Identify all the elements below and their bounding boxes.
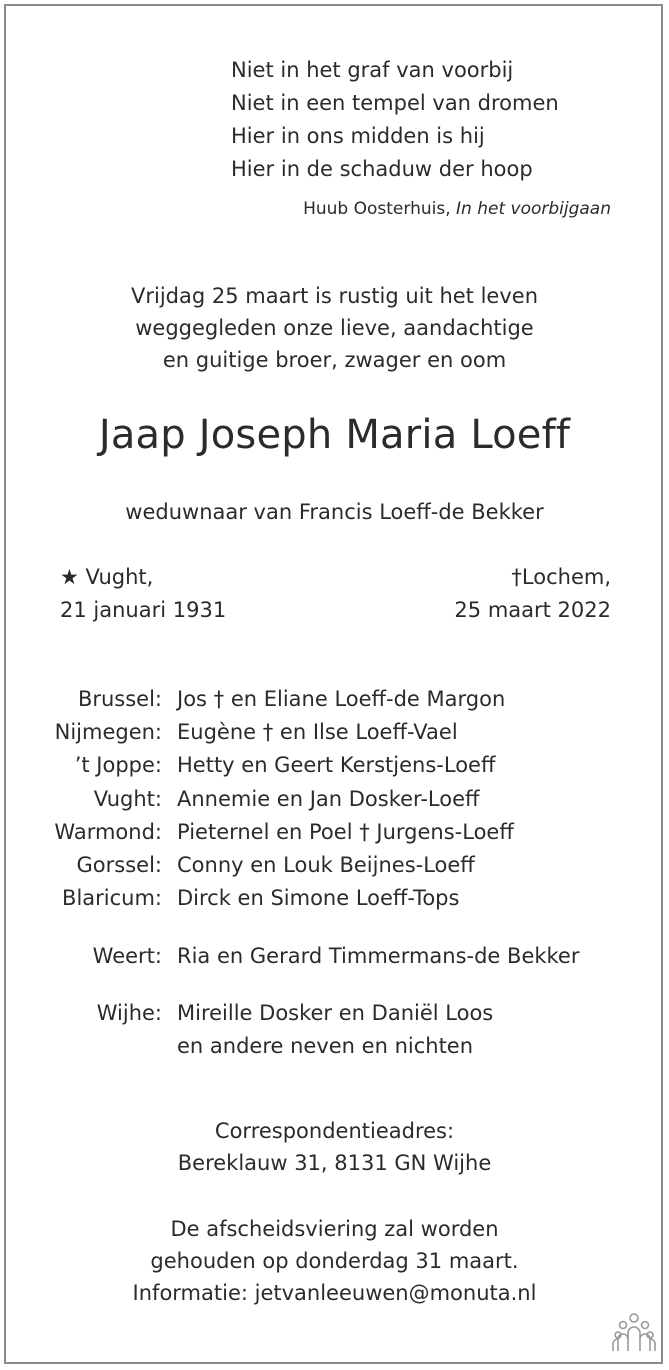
poem-author: Huub Oosterhuis, bbox=[303, 199, 451, 219]
family-place: Warmond: bbox=[54, 819, 162, 844]
death-place-label: Lochem, bbox=[521, 565, 611, 589]
death-date: 25 maart 2022 bbox=[454, 598, 611, 622]
family-row bbox=[40, 1030, 640, 1063]
death-place bbox=[511, 565, 611, 589]
family-list bbox=[40, 682, 640, 1063]
family-row bbox=[40, 749, 640, 782]
family-row bbox=[40, 682, 640, 715]
ceremony-line: gehouden op donderdag 31 maart. bbox=[150, 1249, 519, 1273]
intro-line: en guitige broer, zwager en oom bbox=[162, 348, 507, 372]
spacer bbox=[40, 972, 640, 996]
birth-place bbox=[60, 565, 153, 589]
family-place: Vught: bbox=[93, 786, 162, 811]
family-row bbox=[40, 848, 640, 881]
family-names: Eugène † en Ilse Loeff-Vael bbox=[177, 719, 458, 744]
family-row bbox=[40, 782, 640, 815]
family-row bbox=[40, 815, 640, 848]
family-names: Hetty en Geert Kerstjens-Loeff bbox=[177, 753, 496, 778]
family-place: Gorssel: bbox=[76, 853, 162, 878]
family-names: Ria en Gerard Timmermans-de Bekker bbox=[177, 943, 580, 968]
correspondence-line: Bereklauw 31, 8131 GN Wijhe bbox=[177, 1151, 492, 1175]
family-row bbox=[40, 939, 640, 972]
family-row bbox=[40, 715, 640, 748]
family-names: Dirck en Simone Loeff-Tops bbox=[177, 886, 460, 911]
family-names: Pieternel en Poel † Jurgens-Loeff bbox=[177, 819, 514, 844]
family-names: en andere neven en nichten bbox=[177, 1034, 474, 1059]
spacer bbox=[40, 915, 640, 939]
ceremony-contact: Informatie: jetvanleeuwen@monuta.nl bbox=[132, 1281, 537, 1305]
family-place: Blaricum: bbox=[62, 886, 162, 911]
cross-icon: † bbox=[511, 565, 522, 589]
family-names: Jos † en Eliane Loeff-de Margon bbox=[177, 686, 506, 711]
poem bbox=[231, 54, 559, 186]
intro-line: weggegleden onze lieve, aandachtige bbox=[135, 316, 534, 340]
ceremony-info bbox=[0, 1213, 669, 1309]
star-icon: ★ bbox=[60, 565, 79, 589]
poem-credit bbox=[303, 199, 611, 219]
family-row bbox=[40, 996, 640, 1029]
family-names: Annemie en Jan Dosker-Loeff bbox=[177, 786, 480, 811]
family-place: Weert: bbox=[92, 943, 162, 968]
poem-line: Niet in een tempel van dromen bbox=[231, 91, 559, 115]
people-group-icon bbox=[612, 1311, 656, 1355]
poem-line: Hier in de schaduw der hoop bbox=[231, 157, 533, 181]
family-names: Conny en Louk Beijnes-Loeff bbox=[177, 853, 475, 878]
ceremony-line: De afscheidsviering zal worden bbox=[170, 1217, 499, 1241]
announcement-intro bbox=[0, 280, 669, 376]
family-place: Nijmegen: bbox=[54, 719, 162, 744]
intro-line: Vrijdag 25 maart is rustig uit het leven bbox=[130, 284, 539, 308]
family-place: Brussel: bbox=[77, 686, 162, 711]
family-place: ’t Joppe: bbox=[74, 753, 162, 778]
poem-line: Hier in ons midden is hij bbox=[231, 124, 485, 148]
family-names: Mireille Dosker en Daniël Loos bbox=[177, 1001, 494, 1026]
widower-line: weduwnaar van Francis Loeff-de Bekker bbox=[125, 500, 544, 524]
poem-work: In het voorbijgaan bbox=[456, 199, 611, 219]
family-place: Wijhe: bbox=[96, 1001, 162, 1026]
deceased-name: Jaap Joseph Maria Loeff bbox=[98, 412, 571, 458]
correspondence-heading: Correspondentieadres: bbox=[214, 1119, 455, 1143]
birth-date: 21 januari 1931 bbox=[60, 598, 227, 622]
poem-line: Niet in het graf van voorbij bbox=[231, 58, 514, 82]
birth-place-label: Vught, bbox=[85, 565, 154, 589]
correspondence-address bbox=[0, 1115, 669, 1179]
family-row bbox=[40, 882, 640, 915]
